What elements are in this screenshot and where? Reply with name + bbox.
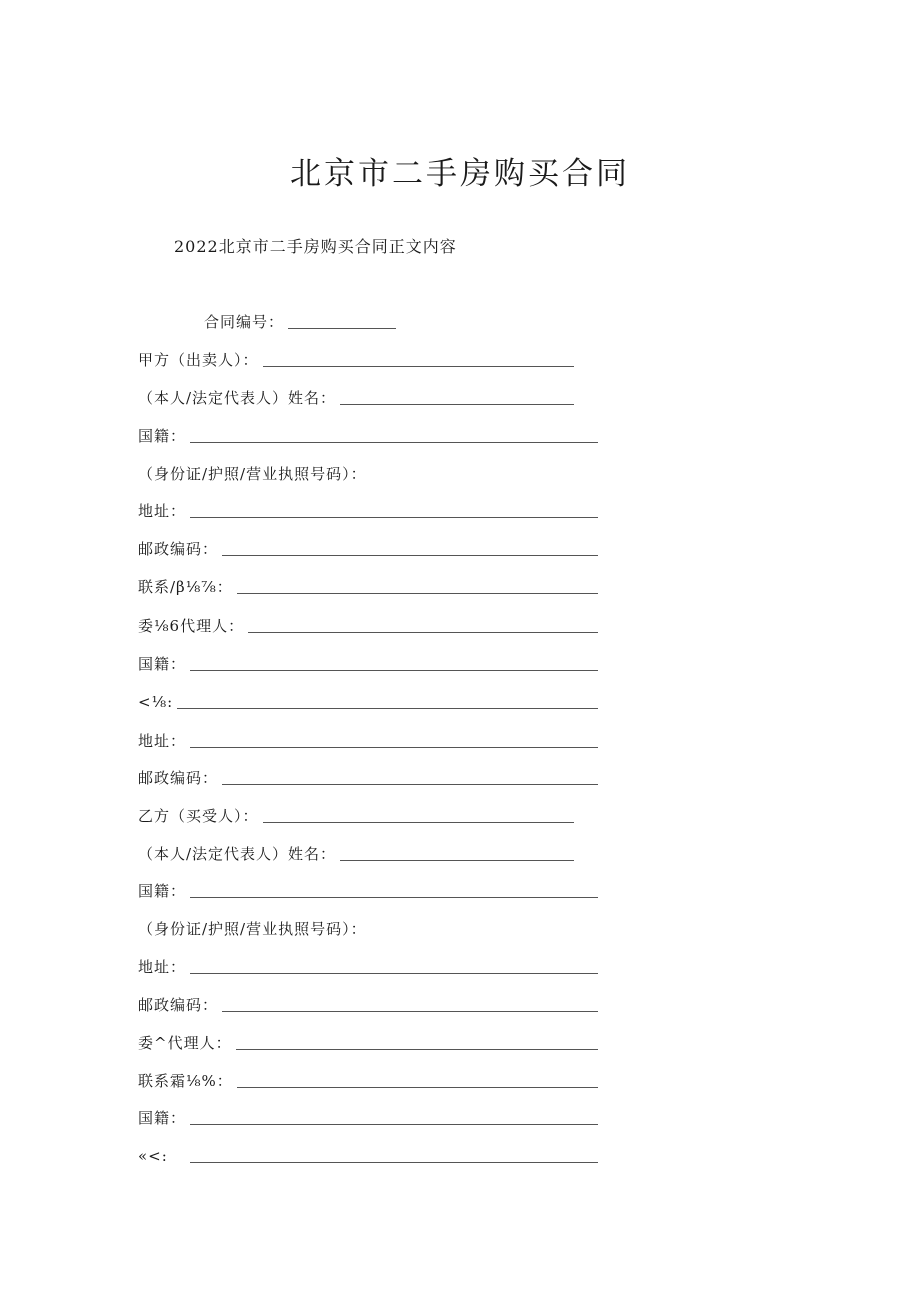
fill-line bbox=[288, 328, 396, 329]
field-label: （身份证/护照/营业执照号码）： bbox=[138, 920, 367, 938]
fill-line bbox=[190, 517, 598, 518]
party-a-postcode-field bbox=[138, 535, 598, 559]
field-label: （身份证/护照/营业执照号码）： bbox=[138, 465, 367, 483]
party-a-field bbox=[138, 346, 574, 370]
field-label: 邮政编码： bbox=[138, 769, 219, 787]
field-label: 合同编号： bbox=[204, 313, 285, 331]
fill-line bbox=[237, 1087, 598, 1088]
fill-line bbox=[177, 708, 598, 709]
party-b-agent-nationality-field bbox=[138, 1104, 598, 1128]
fill-line bbox=[190, 747, 598, 748]
party-a-address-field bbox=[138, 497, 598, 521]
fill-line bbox=[236, 1049, 598, 1050]
party-b-phone-field bbox=[138, 1067, 598, 1091]
party-b-postcode-field bbox=[138, 991, 598, 1015]
contract-number-field bbox=[204, 308, 396, 332]
party-b-name-field bbox=[138, 840, 574, 864]
fill-line bbox=[222, 784, 598, 785]
fill-line bbox=[222, 555, 598, 556]
fill-line bbox=[222, 1011, 598, 1012]
field-label: 邮政编码： bbox=[138, 996, 219, 1014]
field-label: 委^代理人： bbox=[138, 1034, 232, 1052]
party-a-id-field bbox=[138, 460, 598, 484]
field-label: 地址： bbox=[138, 502, 187, 520]
fill-line bbox=[190, 442, 598, 443]
field-label: 委⅛6代理人： bbox=[138, 617, 245, 635]
fill-line bbox=[340, 404, 574, 405]
party-a-agent-address-field bbox=[138, 727, 598, 751]
party-a-phone-field bbox=[138, 573, 598, 597]
field-label: 国籍： bbox=[138, 655, 187, 673]
fill-line bbox=[190, 1162, 598, 1163]
fill-line bbox=[340, 860, 574, 861]
fill-line bbox=[263, 366, 574, 367]
fill-line bbox=[190, 897, 598, 898]
field-label: 乙方（买受人）： bbox=[138, 807, 259, 825]
field-label: 国籍： bbox=[138, 427, 187, 445]
party-b-id-field bbox=[138, 915, 598, 939]
field-label: 联系霜⅛%： bbox=[138, 1072, 233, 1090]
field-label: 地址： bbox=[138, 958, 187, 976]
field-label: 地址： bbox=[138, 732, 187, 750]
party-b-agent-field bbox=[138, 1029, 598, 1053]
party-a-agent-postcode-field bbox=[138, 764, 598, 788]
party-a-nationality-field bbox=[138, 422, 598, 446]
fill-line bbox=[190, 1124, 598, 1125]
field-label: （本人/法定代表人）姓名： bbox=[138, 845, 337, 863]
party-a-agent-field bbox=[138, 612, 598, 636]
document-title: 北京市二手房购买合同 bbox=[290, 156, 630, 192]
party-b-nationality-field bbox=[138, 877, 598, 901]
document-subtitle: 2022北京市二手房购买合同正文内容 bbox=[174, 237, 457, 256]
party-b-agent-phone-field bbox=[138, 1142, 598, 1166]
fill-line bbox=[190, 973, 598, 974]
fill-line bbox=[237, 593, 598, 594]
party-b-field bbox=[138, 802, 574, 826]
party-a-agent-nationality-field bbox=[138, 650, 598, 674]
party-a-agent-phone-field bbox=[138, 688, 598, 712]
field-label: 国籍： bbox=[138, 1109, 187, 1127]
field-label: 联系/β⅛⅞： bbox=[138, 578, 233, 596]
fill-line bbox=[190, 670, 598, 671]
field-label: «<: bbox=[138, 1147, 168, 1165]
fill-line bbox=[263, 822, 574, 823]
field-label: 国籍： bbox=[138, 882, 187, 900]
field-label: 甲方（出卖人）： bbox=[138, 351, 259, 369]
field-label: （本人/法定代表人）姓名： bbox=[138, 389, 337, 407]
party-a-name-field bbox=[138, 384, 574, 408]
field-label: 邮政编码： bbox=[138, 540, 219, 558]
fill-line bbox=[248, 632, 598, 633]
party-b-address-field bbox=[138, 953, 598, 977]
field-label: <⅛: bbox=[138, 693, 174, 711]
